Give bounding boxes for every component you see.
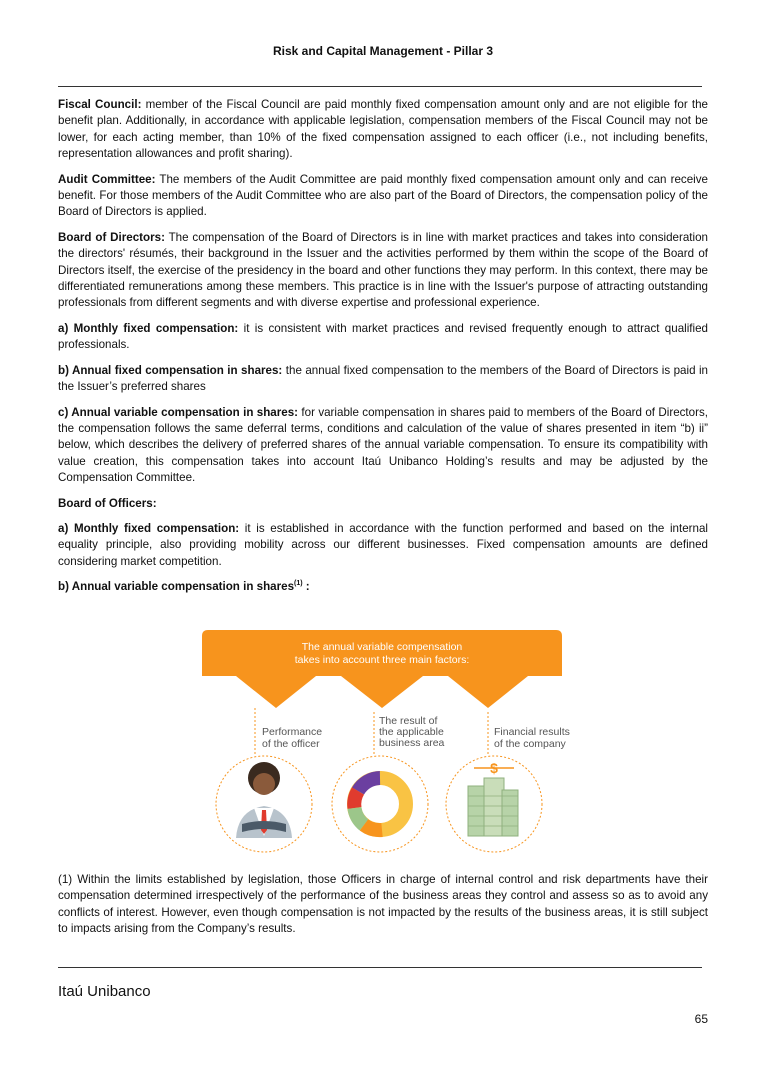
factor-1-label-line-1: Performance [262, 726, 323, 738]
text-audit-committee: The members of the Audit Committee are paid monthly fixed compensation amount only and can receive benefit. For those members of the Audit Committee who are also part of the Board of Directors, the compensation policy of the Board of Directors is applied. [58, 172, 708, 219]
factor-3-label-line-1: Financial results [494, 726, 570, 738]
page-header-title: Risk and Capital Management - Pillar 3 [272, 44, 494, 58]
paragraph-board-of-directors [58, 230, 708, 312]
banner-line-1: The annual variable compensation [301, 641, 463, 653]
label-boo-annual-variable [58, 580, 310, 593]
footnote-text: (1) Within the limits established by legislation, those Officers in charge of internal control and risk departments have their compensation determined irrespectively of the performance of the business areas they control and assess so as to avoid any conflicts of interest. However, even though compensation is not impacted by the results of the business areas, it is still subject to impacts arising from the Company’s results. [58, 873, 708, 936]
factor-2-circle [332, 756, 428, 852]
footnote-marker: (1) [294, 580, 303, 588]
paragraph-board-of-officers [58, 496, 708, 512]
paragraph-boo-monthly-fixed [58, 521, 708, 570]
footer-rule [58, 967, 702, 968]
factor-2-label-line-1: The result of [379, 715, 438, 727]
factor-2-label-line-2: the applicable [379, 726, 444, 738]
text-fiscal-council: member of the Fiscal Council are paid monthly fixed compensation amount only and are not eligible for the benefit plan. Additionally, in accordance with applicable legislation, compensation members of the Fiscal Council may not be lower, for each acting member, than 10% of the fixed compensation assigned to each officer (i.e., not including benefits, representation allowances and profit sharing). [58, 98, 708, 161]
text-board-of-directors: The compensation of the Board of Directors is in line with market practices and takes into consideration the directors' résumés, their background in the Issuer and the activities performed by them within the scope of the Board of Directors itself, the exercise of the presidency in the board and other functions they may perform. In this context, there may be differentiated remunerations among these members. This practice is in line with the Issuer's purpose of attracting outstanding professionals from different segments and with diverse expertise and professional experience. [58, 230, 708, 310]
label-board-of-officers: Board of Officers: [58, 496, 157, 510]
label-bod-annual-fixed-shares: b) Annual fixed compensation in shares: [58, 363, 283, 377]
text-bod-annual-variable-shares: for variable compensation in shares paid to members of the Board of Directors, the compensation follows the same deferral terms, conditions and calculation of the value of shares presented in item “b) ii” below, which describes the delivery of preferred shares of the annual variable compensation. To ensure its compatibility with value creation, this compensation takes into account Itaú Unibanco Holding’s results and may be adjusted by the Compensation Committee. [58, 405, 708, 485]
paragraph-bod-monthly-fixed [58, 321, 708, 354]
banner-line-2: takes into account three main factors: [294, 654, 470, 666]
text-bod-monthly-fixed: it is consistent with market practices and revised frequently enough to attract qualified professionals. [58, 321, 708, 352]
label-boo-annual-variable-suffix: : [302, 580, 310, 594]
paragraph-bod-annual-variable-shares [58, 405, 708, 487]
text-boo-monthly-fixed: it is established in accordance with the function performed and based on the internal equality principle, also providing mobility across our different businesses. Fixed compensation amounts are defined considering market competition. [58, 521, 708, 568]
compensation-factors-infographic [192, 628, 572, 860]
text-bod-annual-fixed-shares: the annual fixed compensation to the members of the Board of Directors is paid in the Issuer’s preferred shares [58, 363, 708, 394]
main-content [58, 97, 708, 605]
paragraph-bod-annual-fixed-shares [58, 363, 708, 396]
label-boo-annual-variable-text: b) Annual variable compensation in shares [58, 580, 295, 594]
header-rule [58, 86, 702, 87]
label-board-of-directors: Board of Directors: [58, 230, 165, 244]
label-bod-monthly-fixed: a) Monthly fixed compensation: [58, 321, 239, 335]
paragraph-audit-committee [58, 172, 708, 221]
factor-1-label-line-2: of the officer [262, 738, 320, 750]
paragraph-fiscal-council [58, 97, 708, 163]
label-fiscal-council: Fiscal Council: [58, 98, 142, 111]
label-audit-committee: Audit Committee: [58, 172, 156, 186]
page-number: 65 [694, 1012, 708, 1026]
label-boo-monthly-fixed: a) Monthly fixed compensation: [58, 521, 240, 535]
paragraph-boo-annual-variable [58, 579, 708, 595]
factor-2-label-line-3: business area [379, 737, 445, 749]
dollar-sign: $ [490, 760, 498, 776]
footer-brand: Itaú Unibanco [58, 983, 151, 1000]
label-bod-annual-variable-shares: c) Annual variable compensation in shares: [58, 405, 299, 419]
factor-3-label-line-2: of the company [494, 738, 566, 750]
